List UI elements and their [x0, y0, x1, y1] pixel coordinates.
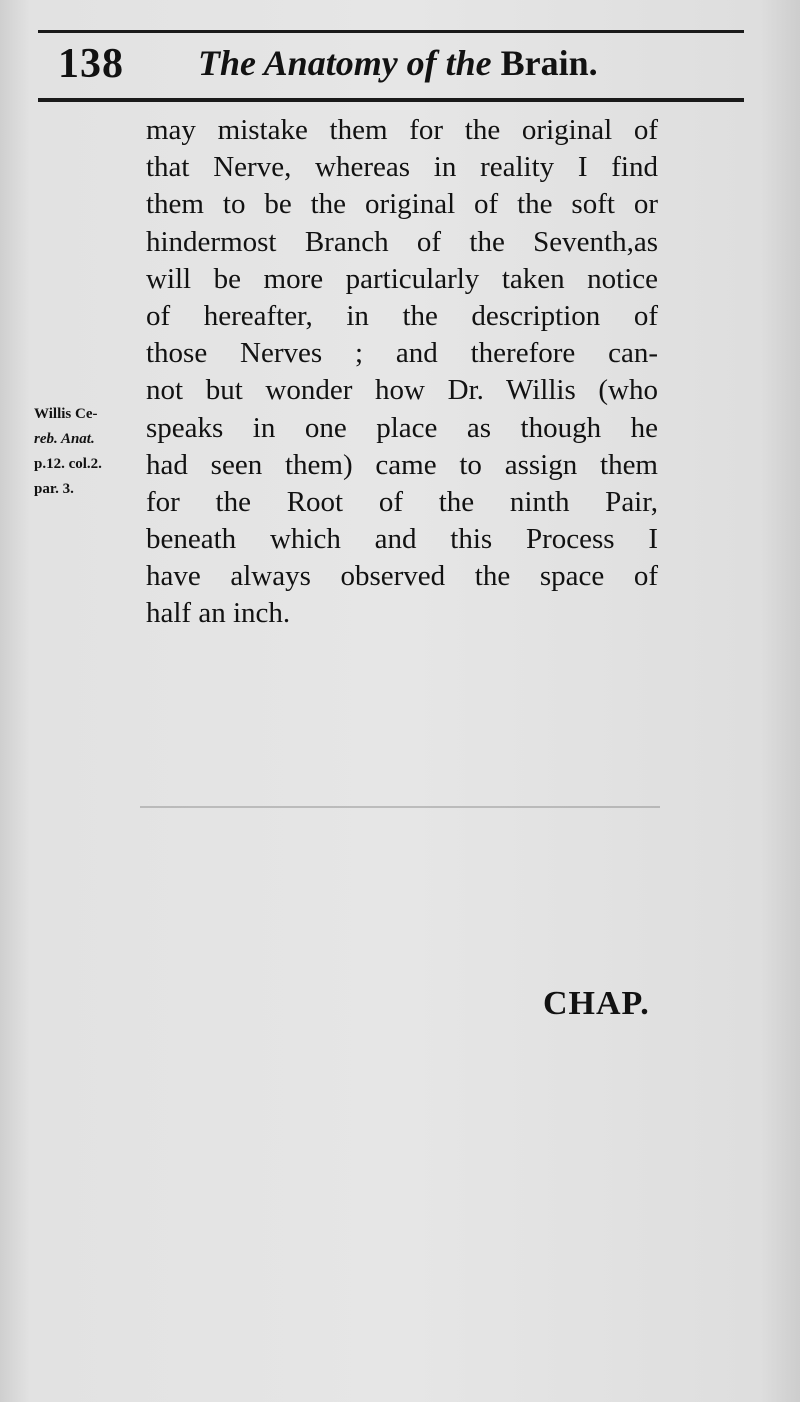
margin-note-line: Willis Ce- [34, 406, 98, 422]
running-head-roman: Brain. [500, 43, 598, 83]
text-line: had seen them) came to assign them [146, 448, 658, 481]
page-number: 138 [58, 41, 124, 87]
show-through-rule [140, 806, 660, 808]
text-line: for the Root of the ninth Pair, [146, 485, 658, 518]
margin-note [34, 402, 154, 502]
margin-note-line: p.12. col.2. [34, 456, 102, 472]
text-line: of hereafter, in the description of [146, 299, 658, 332]
body-paragraph [146, 112, 658, 633]
page-header [50, 40, 730, 90]
text-line: those Nerves ; and therefore can- [146, 337, 658, 370]
text-line: will be more particularly taken notice [146, 262, 658, 295]
running-head-italic: The Anatomy of the [198, 43, 492, 83]
text-line: speaks in one place as though he [146, 411, 658, 444]
text-line: beneath which and this Process I [146, 523, 658, 556]
text-line: may mistake them for the original of [146, 114, 658, 146]
text-line: have always observed the space of [146, 560, 658, 593]
catchword: CHAP. [543, 985, 650, 1022]
text-line: hindermost Branch of the Seventh,as [146, 225, 658, 258]
running-head [198, 42, 598, 84]
text-line: them to be the original of the soft or [146, 188, 658, 221]
margin-note-line: reb. Anat. [34, 431, 95, 447]
text-line: not but wonder how Dr. Willis (who [146, 374, 658, 407]
text-line: half an inch. [146, 597, 291, 630]
margin-note-line: par. 3. [34, 481, 74, 497]
text-line: that Nerve, whereas in reality I find [146, 151, 658, 184]
header-bottom-rule [38, 98, 744, 102]
header-top-rule [38, 30, 744, 33]
